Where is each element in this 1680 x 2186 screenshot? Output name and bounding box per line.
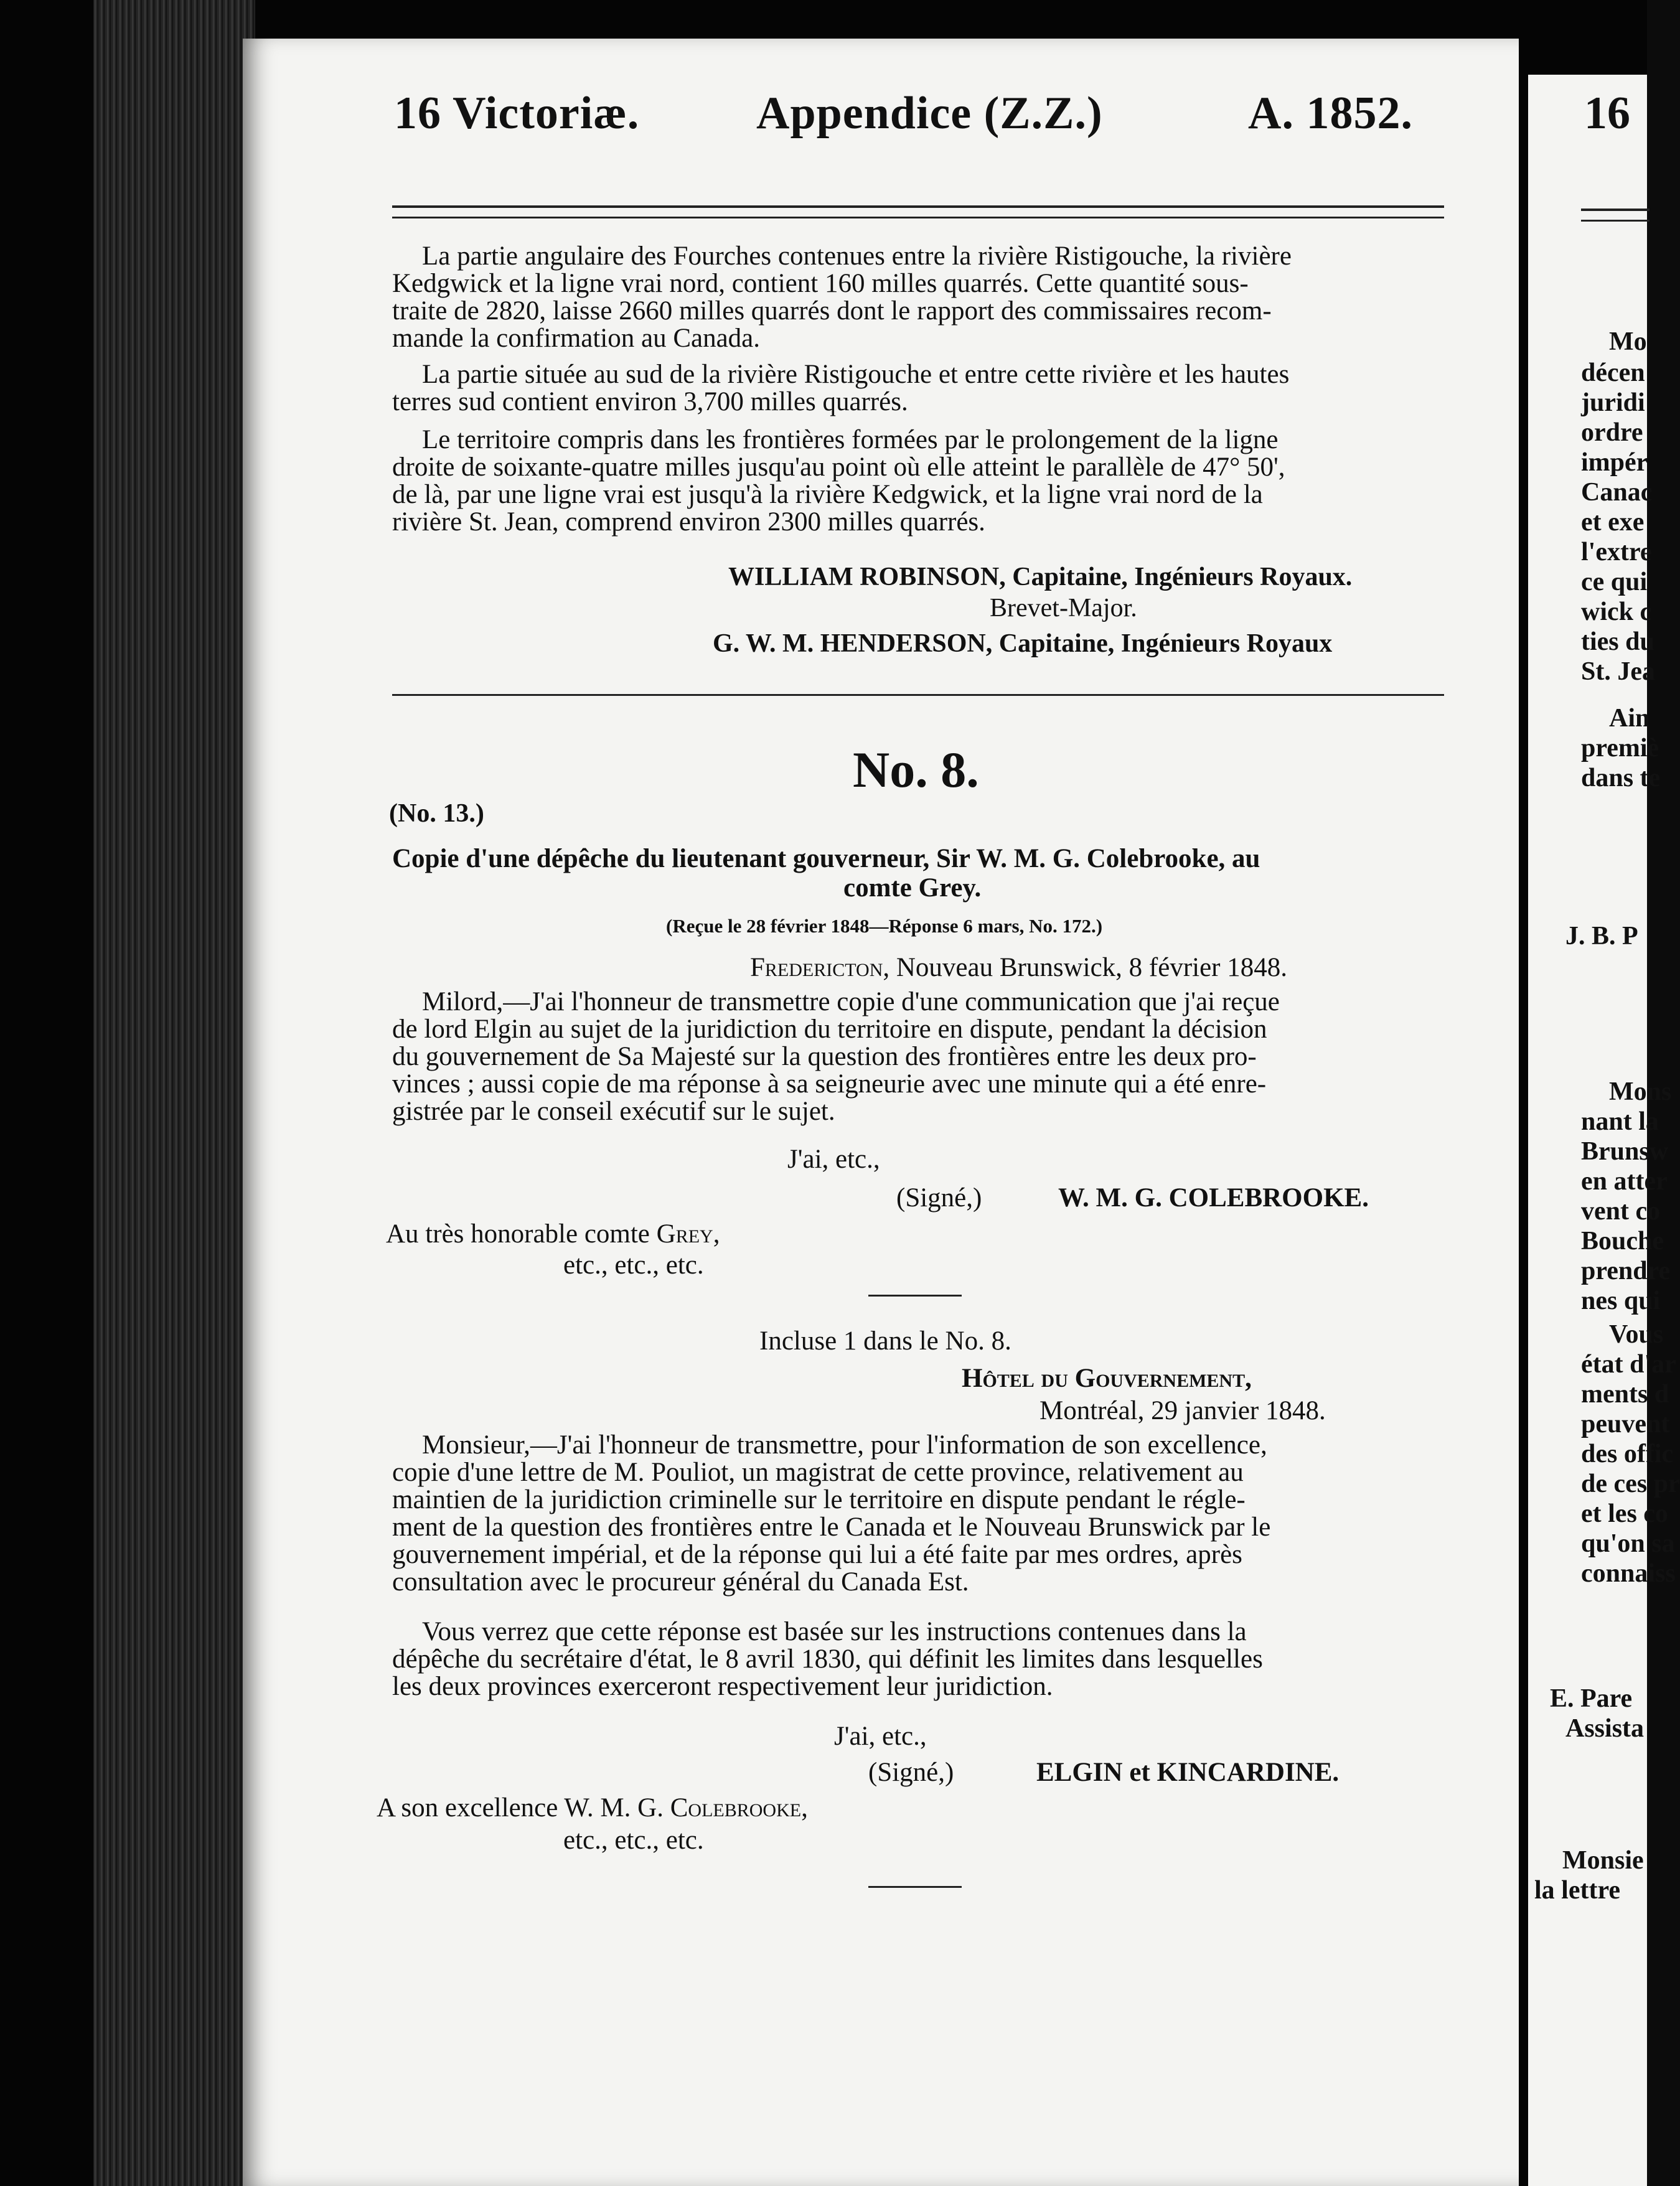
text-line: de là, par une ligne vrai est jusqu'à la rivière Kedgwick, et la ligne vrai nord de la	[392, 480, 1263, 509]
right-line: des offic	[1581, 1440, 1674, 1468]
text-line: gistrée par le conseil exécutif sur le sujet.	[392, 1097, 835, 1126]
dispatch-addressee	[386, 1219, 720, 1249]
text-line: les deux provinces exerceront respectivement leur juridiction.	[392, 1672, 1053, 1701]
right-line: vent co	[1581, 1197, 1661, 1226]
right-line: état d'ar	[1581, 1350, 1676, 1379]
right-line: Canac	[1581, 478, 1653, 507]
header-center: Appendice (Z.Z.)	[756, 88, 1103, 139]
text-line: consultation avec le procureur général du Canada Est.	[392, 1567, 969, 1597]
right-line: Brunsw	[1581, 1137, 1669, 1166]
addressee-prefix: Au très honorable comte	[386, 1219, 650, 1249]
right-line: premiè	[1581, 734, 1659, 762]
text-line: La partie angulaire des Fourches contenues entre la rivière Ristigouche, la rivière	[422, 242, 1292, 271]
right-line: juridi	[1581, 388, 1645, 417]
text-line: maintien de la juridiction criminelle sur le territoire en dispute pendant le régle-	[392, 1485, 1246, 1514]
right-line: nes qui	[1581, 1287, 1661, 1315]
right-line: ce qui	[1581, 568, 1648, 596]
addressee-name: Grey,	[656, 1219, 720, 1249]
right-header-rule	[1581, 209, 1649, 222]
text-line: Milord,—J'ai l'honneur de transmettre copie d'une communication que j'ai reçue	[422, 987, 1280, 1016]
text-line: traite de 2820, laisse 2660 milles quarrés dont le rapport des commissaires recom-	[392, 296, 1272, 326]
text-line: droite de soixante-quatre milles jusqu'au point où elle atteint le parallèle de 47° 50',	[392, 453, 1285, 482]
text-line: La partie située au sud de la rivière Ristigouche et entre cette rivière et les hautes	[422, 360, 1290, 389]
book-spine	[93, 0, 255, 2186]
section-rule	[392, 694, 1444, 696]
received-note: (Reçue le 28 février 1848—Réponse 6 mars, No. 172.)	[666, 915, 1103, 937]
enclosure-signed-label: (Signé,)	[868, 1758, 954, 1787]
place-date	[750, 952, 1287, 983]
enclosure-closing: J'ai, etc.,	[834, 1722, 927, 1751]
signature-brevet: Brevet-Major.	[990, 594, 1137, 622]
header-left: 16 Victoriæ.	[394, 88, 640, 139]
header-rule	[392, 205, 1444, 218]
right-line: nant la	[1581, 1107, 1659, 1136]
section-ref: (No. 13.)	[389, 799, 484, 828]
short-rule-bottom	[868, 1886, 962, 1888]
enclosure-place: Hôtel du Gouvernement,	[962, 1364, 1252, 1393]
text-line: Vous verrez que cette réponse est basée sur les instructions contenues dans la	[422, 1617, 1247, 1646]
enclosure-body-2	[392, 1618, 1444, 1700]
text-line: dépêche du secrétaire d'état, le 8 avril 1830, qui définit les limites dans lesquelles	[392, 1644, 1263, 1674]
addressee-prefix: A son excellence W. M. G.	[377, 1793, 664, 1822]
right-line: la lettre	[1534, 1876, 1620, 1905]
section-title: No. 8.	[853, 741, 979, 798]
right-line: Vous	[1609, 1320, 1664, 1349]
right-line: ordre	[1581, 418, 1643, 447]
right-line: Bouche	[1581, 1227, 1664, 1255]
text-line: vinces ; aussi copie de ma réponse à sa seigneurie avec une minute qui a été enre-	[392, 1069, 1267, 1099]
paragraph-sud	[392, 361, 1444, 416]
dispatch-addressee-etc: etc., etc., etc.	[563, 1250, 704, 1280]
right-line: impér	[1581, 448, 1648, 477]
dispatch-signed-label: (Signé,)	[896, 1183, 982, 1213]
right-line: prendre	[1581, 1257, 1671, 1285]
dispatch-body	[392, 988, 1444, 1125]
text-line: gouvernement impérial, et de la réponse qui lui a été faite par mes ordres, après	[392, 1540, 1242, 1569]
text-line: rivière St. Jean, comprend environ 2300 milles quarrés.	[392, 507, 985, 537]
dispatch-closing: J'ai, etc.,	[787, 1145, 880, 1174]
right-line: Assista	[1565, 1714, 1645, 1743]
right-line: et exe	[1581, 508, 1645, 537]
paragraph-fourches	[392, 243, 1444, 352]
right-line: peuvent	[1581, 1410, 1670, 1438]
signature-henderson: G. W. M. HENDERSON, Capitaine, Ingénieurs Royaux	[713, 629, 1333, 658]
right-header: 16	[1584, 88, 1630, 139]
enclosure-signed-name: ELGIN et KINCARDINE.	[1036, 1758, 1340, 1787]
right-line: dans te	[1581, 764, 1661, 792]
text-line: de lord Elgin au sujet de la juridiction du territoire en dispute, pendant la décision	[392, 1015, 1267, 1044]
addressee-name: Colebrooke,	[670, 1793, 808, 1822]
right-line: l'extre	[1581, 538, 1652, 566]
dispatch-heading-line2: comte Grey.	[843, 873, 982, 903]
place-rest: Nouveau Brunswick, 8 février 1848.	[896, 953, 1287, 982]
right-line: et les co	[1581, 1499, 1668, 1528]
text-line: Kedgwick et la ligne vrai nord, contient 160 milles quarrés. Cette quantité sous-	[392, 269, 1249, 298]
text-line: du gouvernement de Sa Majesté sur la question des frontières entre les deux pro-	[392, 1042, 1257, 1071]
right-line: ties du	[1581, 627, 1654, 656]
short-rule	[868, 1295, 962, 1297]
text-line: ment de la question des frontières entre le Canada et le Nouveau Brunswick par le	[392, 1513, 1271, 1542]
text-line: Le territoire compris dans les frontières formées par le prolongement de la ligne	[422, 425, 1279, 454]
enclosure-title: Incluse 1 dans le No. 8.	[759, 1326, 1011, 1356]
right-line: Mons	[1609, 1077, 1672, 1106]
text-line: mande la confirmation au Canada.	[392, 324, 761, 353]
text-line: terres sud contient environ 3,700 milles quarrés.	[392, 387, 908, 416]
right-line: St. Jea	[1581, 657, 1655, 686]
right-line: décen	[1581, 359, 1645, 387]
enclosure-date: Montréal, 29 janvier 1848.	[1039, 1396, 1326, 1425]
right-line: qu'on sa	[1581, 1529, 1675, 1558]
enclosure-addressee-etc: etc., etc., etc.	[563, 1826, 704, 1855]
text-line: Monsieur,—J'ai l'honneur de transmettre, pour l'information de son excellence,	[422, 1430, 1267, 1460]
right-line: Mo	[1609, 327, 1647, 356]
right-line: Ain	[1609, 704, 1650, 733]
enclosure-body-1	[392, 1432, 1444, 1596]
paragraph-territoire	[392, 426, 1444, 536]
right-line: E. Pare	[1550, 1684, 1633, 1713]
right-page-fragment	[1528, 75, 1680, 2186]
right-line: wick c	[1581, 598, 1652, 626]
signature-robinson: WILLIAM ROBINSON, Capitaine, Ingénieurs Royaux.	[728, 563, 1353, 591]
enclosure-addressee	[377, 1793, 808, 1823]
place-city: Fredericton,	[750, 953, 890, 982]
dispatch-heading-line1: Copie d'une dépêche du lieutenant gouverneur, Sir W. M. G. Colebrooke, au	[392, 844, 1260, 873]
right-line: J. B. P	[1565, 922, 1638, 950]
text-line: copie d'une lettre de M. Pouliot, un magistrat de cette province, relativement au	[392, 1458, 1244, 1487]
right-line: connaiss	[1581, 1559, 1676, 1588]
right-line: en atter	[1581, 1167, 1668, 1196]
right-line: ments d	[1581, 1380, 1669, 1409]
dispatch-signed-name: W. M. G. COLEBROOKE.	[1058, 1183, 1369, 1213]
header-right: A. 1852.	[1248, 88, 1413, 139]
right-line: de ces pr	[1581, 1470, 1680, 1498]
right-line: Monsie	[1562, 1846, 1644, 1875]
